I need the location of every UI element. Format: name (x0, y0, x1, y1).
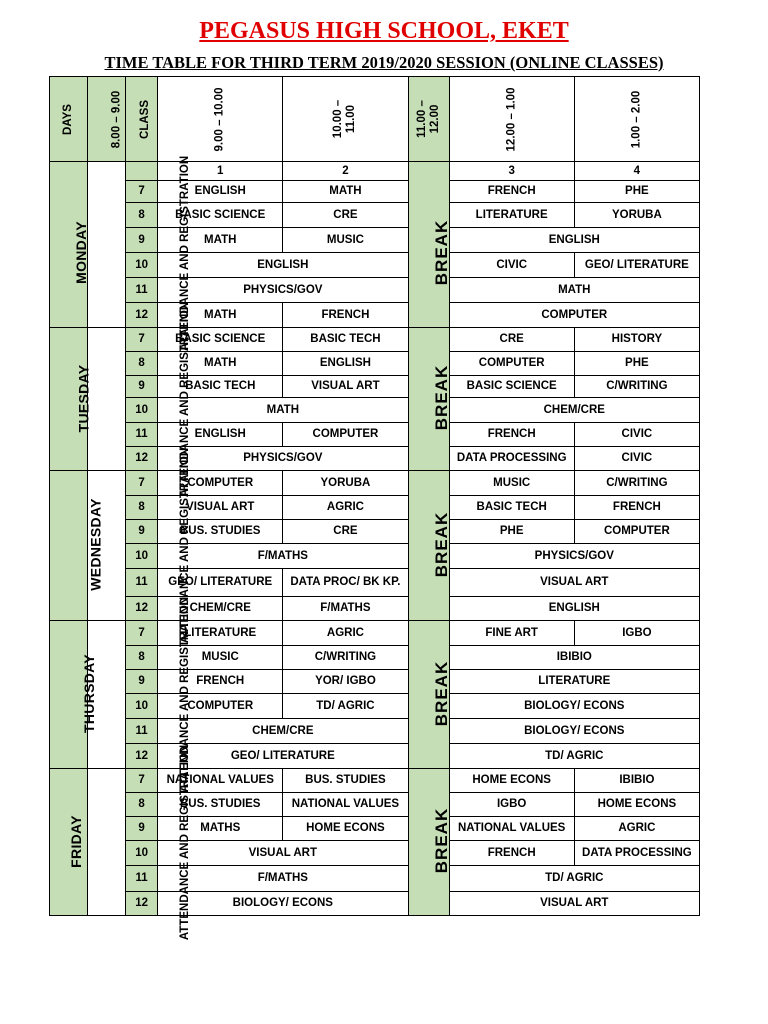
table-row (50, 597, 700, 621)
subject-cell: PHYSICS/GOV (449, 544, 699, 569)
table-row (50, 278, 700, 303)
period-number-2: 2 (283, 162, 408, 181)
table-row (50, 203, 700, 228)
class-number: 11 (126, 866, 158, 892)
class-number: 7 (126, 471, 158, 496)
table-row (50, 769, 700, 793)
subject-cell: BIOLOGY/ ECONS (449, 694, 699, 719)
monday-day-cell-top (50, 162, 88, 181)
subject-cell: AGRIC (283, 496, 408, 520)
subject-cell: BASIC TECH (449, 496, 574, 520)
monday-day-cell (50, 181, 88, 328)
break-label: BREAK (431, 511, 451, 577)
class-number: 9 (126, 670, 158, 694)
subject-cell: VISUAL ART (449, 569, 699, 597)
day-label: MONDAY (72, 221, 89, 285)
subject-cell: PHYSICS/GOV (158, 447, 408, 471)
subject-cell: COMPUTER (449, 303, 699, 328)
thursday-day-cell (50, 621, 97, 769)
subject-cell: COMPUTER (158, 471, 283, 496)
attendance-label: ATTENDANCE AND REGISTRATION (179, 744, 192, 940)
subject-cell: GEO/ LITERATURE (158, 744, 408, 769)
period-row-blank-1 (88, 162, 126, 181)
subject-cell: ENGLISH (158, 253, 408, 278)
subject-cell: AGRIC (574, 817, 699, 841)
subject-cell: BIOLOGY/ ECONS (158, 892, 408, 916)
break-cell (408, 621, 449, 769)
table-row (50, 719, 700, 744)
time-header-4-label: 12.00 – 1.00 (505, 87, 518, 151)
break-label: BREAK (431, 807, 451, 874)
class-number: 12 (126, 892, 158, 916)
class-number: 7 (126, 181, 158, 203)
timetable-subtitle: TIME TABLE FOR THIRD TERM 2019/2020 SESSION (ONLINE CLASSES) (104, 53, 664, 72)
table-row (50, 670, 700, 694)
subject-cell: ENGLISH (449, 597, 699, 621)
table-row (50, 621, 700, 646)
subject-cell: FRENCH (449, 423, 574, 447)
subject-cell: C/WRITING (574, 376, 699, 398)
class-number: 12 (126, 447, 158, 471)
class-number: 10 (126, 694, 158, 719)
subject-cell: VISUAL ART (283, 376, 408, 398)
period-number-4: 4 (574, 162, 699, 181)
time-header-3-line-1: 11.00 – (415, 100, 428, 138)
time-header-2 (283, 77, 408, 162)
subject-cell: COMPUTER (449, 352, 574, 376)
table-row (50, 471, 700, 496)
subject-cell: MATH (283, 181, 408, 203)
subject-cell: ENGLISH (158, 423, 283, 447)
break-cell (408, 328, 449, 471)
subject-cell: BASIC SCIENCE (449, 376, 574, 398)
subject-cell: IGBO (449, 793, 574, 817)
subject-cell: FRENCH (283, 303, 408, 328)
time-header-1 (158, 77, 283, 162)
class-number: 11 (126, 569, 158, 597)
break-label: BREAK (431, 219, 451, 285)
table-row (50, 447, 700, 471)
subject-cell: MATH (158, 303, 283, 328)
class-number: 7 (126, 621, 158, 646)
subject-cell: F/MATHS (158, 866, 408, 892)
subject-cell: VISUAL ART (449, 892, 699, 916)
attendance-label: ATTENDANCE AND REGISTRATION (179, 156, 192, 352)
class-number: 11 (126, 423, 158, 447)
day-label: WEDNESDAY (87, 498, 104, 591)
tuesday-day-cell (50, 328, 92, 471)
subject-cell: IBIBIO (574, 769, 699, 793)
time-header-5-label: 1.00 – 2.00 (630, 90, 643, 148)
subject-cell: BASIC SCIENCE (158, 203, 283, 228)
time-header-4 (449, 77, 574, 162)
time-header-5 (574, 77, 699, 162)
break-cell (408, 471, 449, 621)
subject-cell: ENGLISH (158, 181, 283, 203)
day-label: THURSDAY (80, 654, 97, 733)
class-number: 10 (126, 841, 158, 866)
class-number: 12 (126, 744, 158, 769)
subject-cell: CIVIC (574, 447, 699, 471)
break-label: BREAK (431, 660, 451, 726)
subject-cell: FRENCH (449, 841, 574, 866)
class-number: 8 (126, 793, 158, 817)
subject-cell: BASIC TECH (283, 328, 408, 352)
time-header-0 (88, 77, 126, 162)
table-row (50, 496, 700, 520)
days-header-label: DAYS (62, 103, 75, 135)
subject-cell: CRE (283, 203, 408, 228)
subject-cell: CRE (449, 328, 574, 352)
subject-cell: PHE (574, 352, 699, 376)
school-title (0, 18, 768, 45)
class-number: 7 (126, 769, 158, 793)
subject-cell: MATHS (158, 817, 283, 841)
subject-cell: LITERATURE (158, 621, 283, 646)
subject-cell: VISUAL ART (158, 496, 283, 520)
table-row (50, 841, 700, 866)
class-number: 11 (126, 719, 158, 744)
subject-cell: LITERATURE (449, 670, 699, 694)
time-header-3 (408, 77, 449, 162)
subject-cell: DATA PROC/ BK KP. (283, 569, 408, 597)
table-row (50, 253, 700, 278)
class-number: 10 (126, 544, 158, 569)
time-header-0-label: 8.00 – 9.00 (110, 90, 123, 148)
day-label: FRIDAY (67, 814, 84, 868)
subject-cell: CHEM/CRE (158, 597, 283, 621)
subject-cell: TD/ AGRIC (449, 744, 699, 769)
time-header-3-label (416, 100, 442, 138)
table-row (50, 520, 700, 544)
table-row (50, 181, 700, 203)
period-number-1: 1 (158, 162, 283, 181)
subject-cell: NATIONAL VALUES (449, 817, 574, 841)
table-row (50, 328, 700, 352)
attendance-label: ATTENDANCE AND REGISTRATION (179, 301, 192, 497)
table-row (50, 793, 700, 817)
class-number: 11 (126, 278, 158, 303)
break-cell (408, 181, 449, 328)
time-header-2-label (332, 100, 358, 138)
subject-cell: AGRIC (283, 621, 408, 646)
subject-cell: CIVIC (574, 423, 699, 447)
subject-cell: BIOLOGY/ ECONS (449, 719, 699, 744)
subject-cell: MATH (158, 228, 283, 253)
break-cell-top (408, 162, 449, 181)
class-number: 12 (126, 597, 158, 621)
table-row (50, 376, 700, 398)
subject-cell: ENGLISH (449, 228, 699, 253)
subject-cell: VISUAL ART (158, 841, 408, 866)
table-row (50, 398, 700, 423)
subject-cell: COMPUTER (574, 520, 699, 544)
subject-cell: F/MATHS (158, 544, 408, 569)
subject-cell: LITERATURE (449, 203, 574, 228)
subject-cell: NATIONAL VALUES (158, 769, 283, 793)
table-row (50, 352, 700, 376)
table-row (50, 646, 700, 670)
subject-cell: PHYSICS/GOV (158, 278, 408, 303)
subject-cell: BASIC TECH (158, 376, 283, 398)
subject-cell: NATIONAL VALUES (283, 793, 408, 817)
attendance-label: ATTENDANCE AND REGISTRATION (179, 447, 192, 644)
subject-cell: MUSIC (283, 228, 408, 253)
subject-cell: FRENCH (574, 496, 699, 520)
table-row (50, 817, 700, 841)
subject-cell: IGBO (574, 621, 699, 646)
timetable (49, 76, 700, 940)
class-header-label: CLASS (139, 99, 152, 139)
class-number: 10 (126, 253, 158, 278)
class-number: 8 (126, 203, 158, 228)
subject-cell: CHEM/CRE (158, 719, 408, 744)
subject-cell: MATH (158, 398, 408, 423)
class-number: 12 (126, 303, 158, 328)
time-header-2-line-1: 10.00 – (332, 99, 345, 139)
subject-cell: F/MATHS (283, 597, 408, 621)
period-number-3: 3 (449, 162, 574, 181)
table-row (50, 569, 700, 597)
subject-cell: BUS. STUDIES (158, 520, 283, 544)
class-number: 9 (126, 520, 158, 544)
friday-day-cell (50, 769, 88, 916)
subject-cell: CRE (283, 520, 408, 544)
header-row (50, 77, 700, 162)
subject-cell: YORUBA (574, 203, 699, 228)
break-label: BREAK (431, 364, 451, 431)
subject-cell: TD/ AGRIC (449, 866, 699, 892)
class-header (126, 77, 158, 162)
break-cell (408, 769, 449, 916)
subject-cell: FRENCH (449, 181, 574, 203)
school-title-text: PEGASUS HIGH SCHOOL, EKET (199, 18, 569, 44)
subject-cell: MATH (449, 278, 699, 303)
wednesday-day-cell (50, 471, 104, 621)
subject-cell: PHE (574, 181, 699, 203)
table-row (50, 303, 700, 328)
table-row (50, 544, 700, 569)
time-header-3-line-2: 12.00 (428, 104, 441, 134)
attendance-label: ATTENDANCE AND REGISTRATION (179, 596, 192, 793)
class-number: 9 (126, 228, 158, 253)
class-number: 7 (126, 328, 158, 352)
class-number: 9 (126, 376, 158, 398)
subject-cell: BASIC SCIENCE (158, 328, 283, 352)
subject-cell: TD/ AGRIC (283, 694, 408, 719)
subject-cell: C/WRITING (574, 471, 699, 496)
table-row (50, 694, 700, 719)
time-header-1-label: 9.00 – 10.00 (213, 87, 226, 151)
subject-cell: HOME ECONS (449, 769, 574, 793)
class-number: 8 (126, 496, 158, 520)
subject-cell: YORUBA (283, 471, 408, 496)
table-row (50, 744, 700, 769)
subject-cell: HOME ECONS (574, 793, 699, 817)
subject-cell: FINE ART (449, 621, 574, 646)
subject-cell: BUS. STUDIES (158, 793, 283, 817)
subject-cell: BUS. STUDIES (283, 769, 408, 793)
table-row (50, 228, 700, 253)
class-number: 8 (126, 352, 158, 376)
subject-cell: IBIBIO (449, 646, 699, 670)
subject-cell: YOR/ IGBO (283, 670, 408, 694)
subject-cell: MATH (158, 352, 283, 376)
subject-cell: CIVIC (449, 253, 574, 278)
table-row (50, 892, 700, 916)
subject-cell: HOME ECONS (283, 817, 408, 841)
subject-cell: PHE (449, 520, 574, 544)
day-label: TUESDAY (75, 364, 92, 432)
days-header (50, 77, 88, 162)
subject-cell: HISTORY (574, 328, 699, 352)
subject-cell: FRENCH (158, 670, 283, 694)
subject-cell: DATA PROCESSING (449, 447, 574, 471)
time-header-2-line-2: 11.00 (345, 104, 358, 134)
subject-cell: COMPUTER (158, 694, 283, 719)
subject-cell: MUSIC (158, 646, 283, 670)
table-row (50, 866, 700, 892)
subject-cell: CHEM/CRE (449, 398, 699, 423)
class-number: 9 (126, 817, 158, 841)
class-number: 10 (126, 398, 158, 423)
class-number: 8 (126, 646, 158, 670)
period-number-row (50, 162, 700, 181)
subject-cell: MUSIC (449, 471, 574, 496)
subject-cell: DATA PROCESSING (574, 841, 699, 866)
period-row-blank-2 (126, 162, 158, 181)
table-row (50, 423, 700, 447)
subject-cell: ENGLISH (283, 352, 408, 376)
subject-cell: C/WRITING (283, 646, 408, 670)
subject-cell: COMPUTER (283, 423, 408, 447)
subject-cell: GEO/ LITERATURE (158, 569, 283, 597)
subject-cell: GEO/ LITERATURE (574, 253, 699, 278)
